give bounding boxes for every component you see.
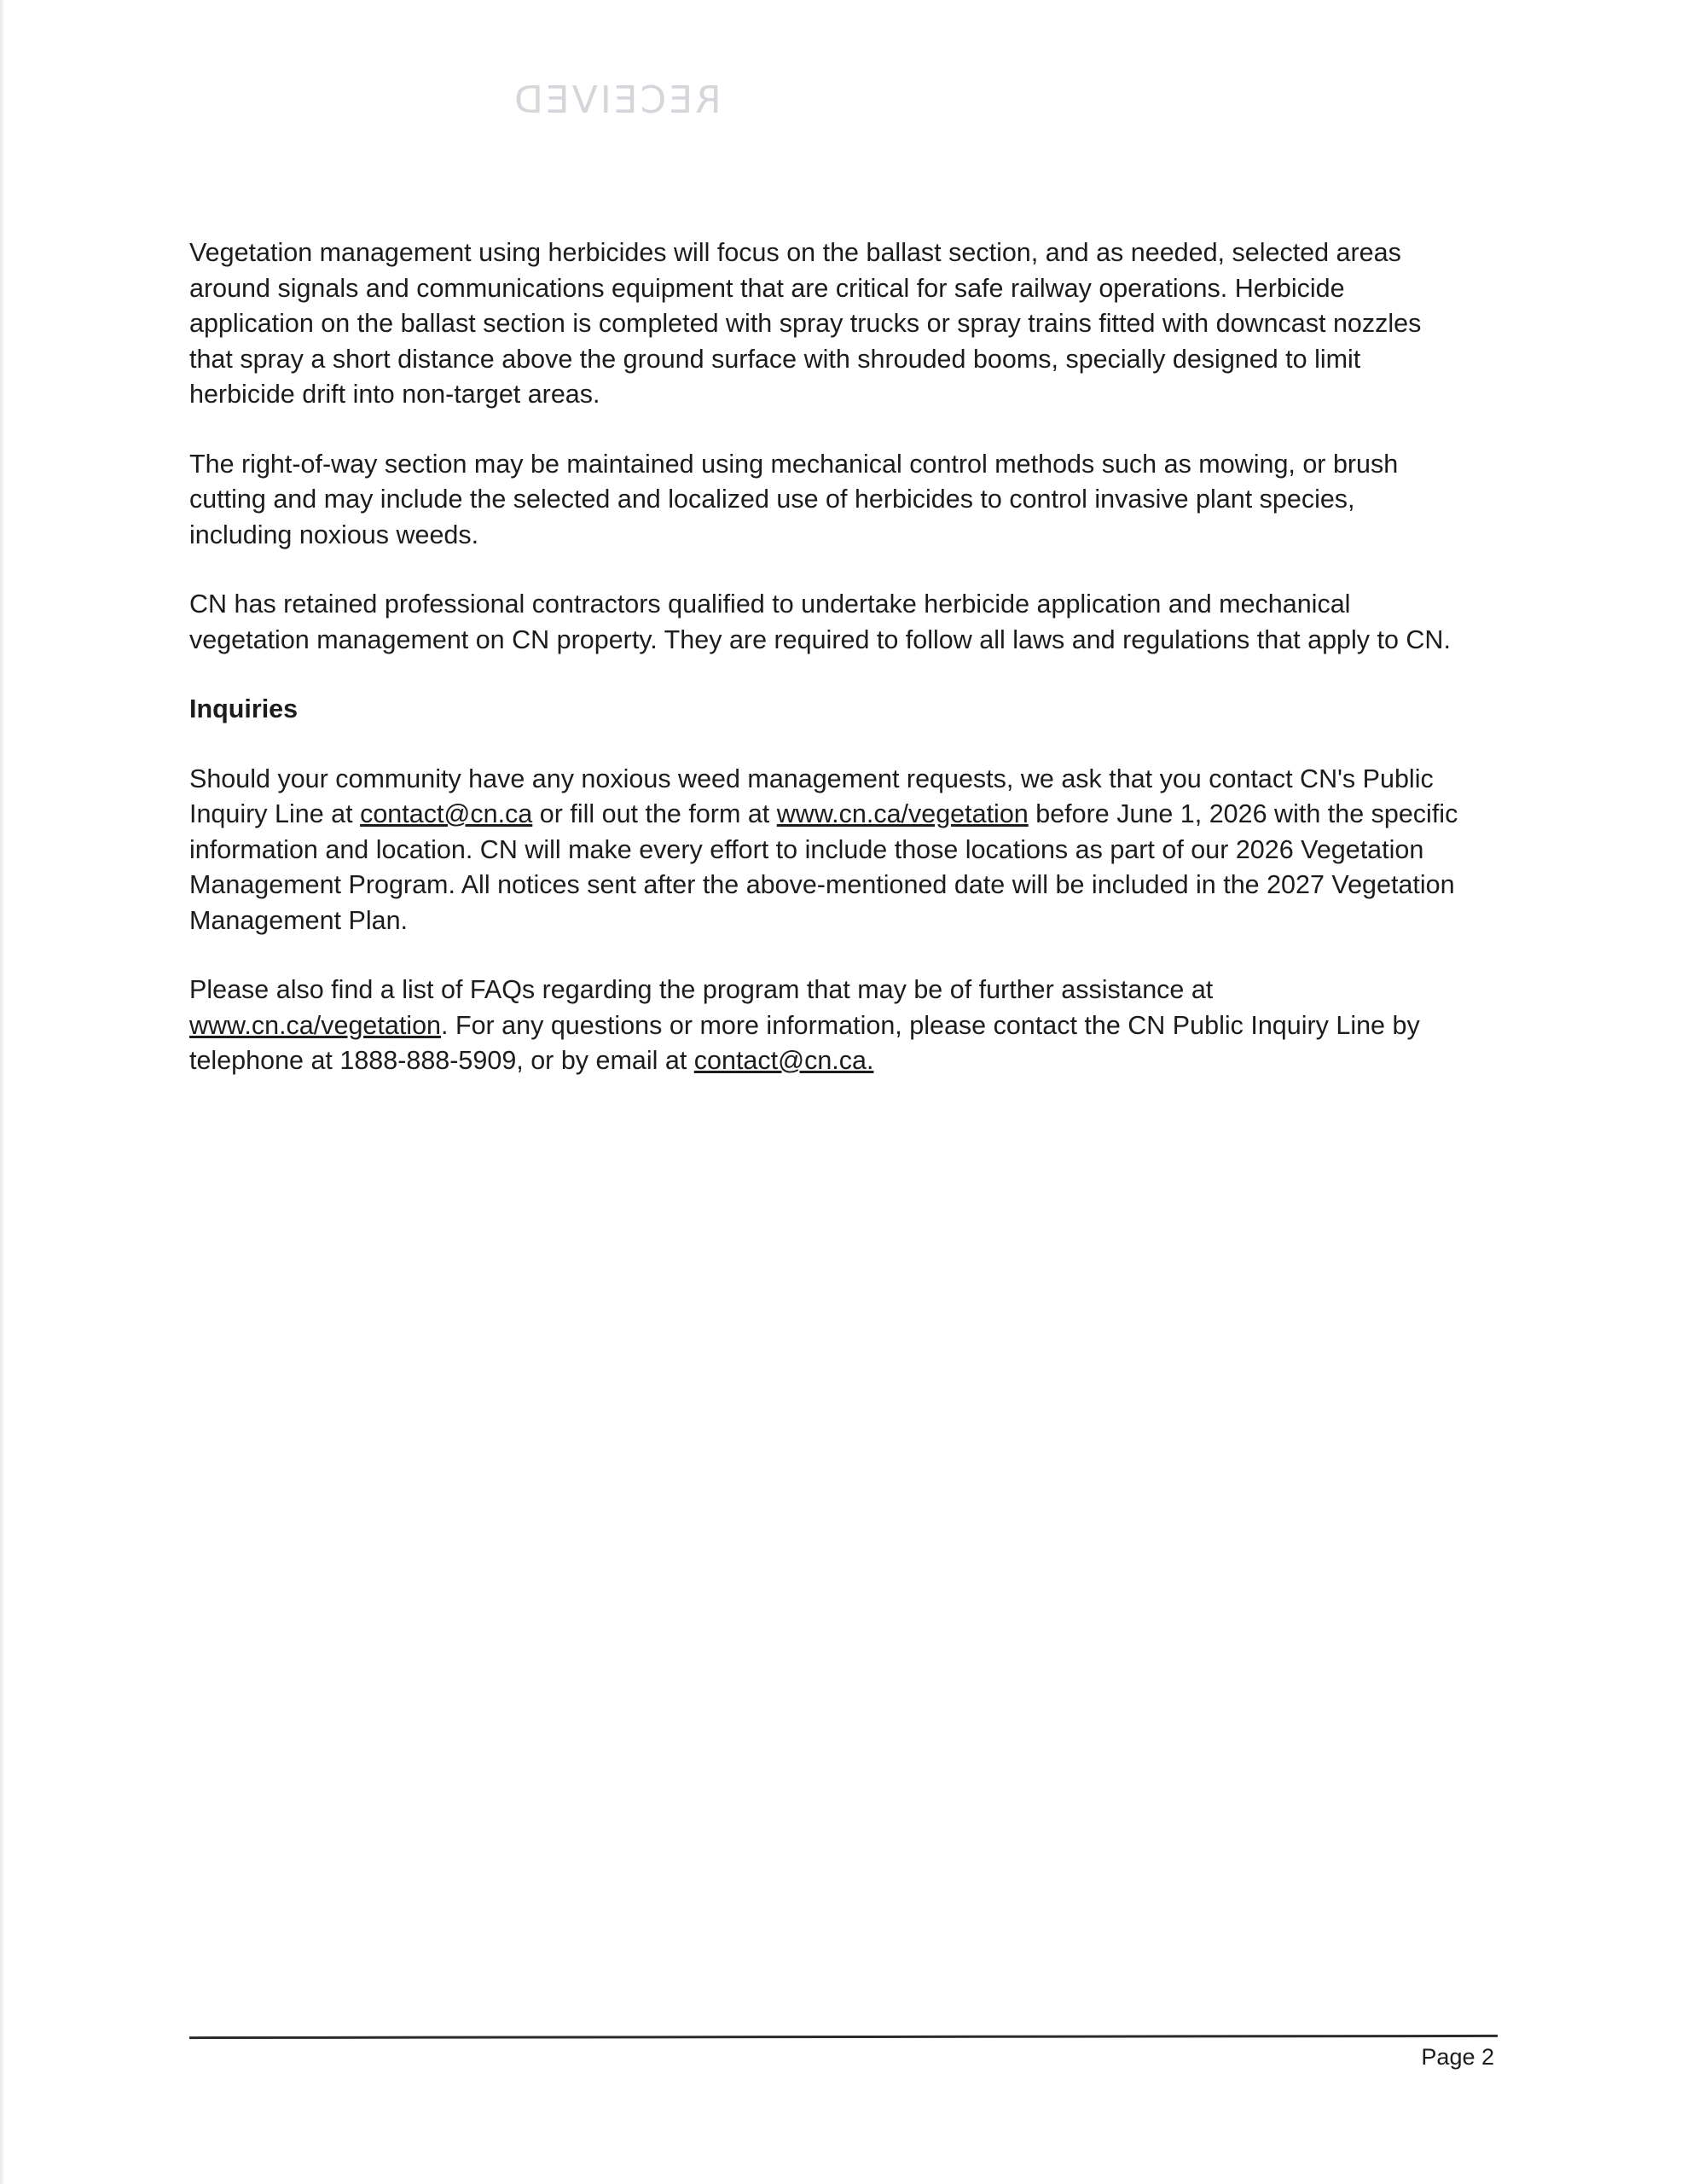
- faq-web-link[interactable]: www.cn.ca/vegetation: [189, 1010, 441, 1040]
- paragraph-faq: [189, 973, 1460, 1079]
- scan-edge: [0, 0, 5, 2184]
- received-stamp: RECEIVED: [512, 78, 722, 122]
- letter-body: [189, 235, 1460, 1113]
- paragraph-right-of-way: The right-of-way section may be maintained using mechanical control methods such as mowing, or brush cutting and may include the selected and localized use of herbicides to control invasive plant species, including noxious weeds.: [189, 449, 1399, 549]
- footer-divider: [189, 2035, 1498, 2039]
- page-number: Page 2: [1421, 2044, 1494, 2070]
- inquiry-text-3: before June 1, 2026 with the specific information and location. CN will make every effort to include those locations as part of our 2026 Vegetation Management Program. All notices sent after the above-mentioned date will be included in the 2027 Vegetation Management Plan.: [189, 799, 1458, 935]
- inquiry-text-1: Should your community have any noxious weed management requests, we ask that you contact CN's Public Inquiry Line at: [189, 764, 1434, 828]
- faq-text-1: Please also find a list of FAQs regarding the program that may be of further assistance at: [189, 975, 1214, 1004]
- faq-text-2: . For any questions or more information, please contact the CN Public Inquiry Line by telephone at 1888-888-5909, or by email at: [189, 1010, 1420, 1075]
- paragraph-herbicide-ballast: Vegetation management using herbicides will focus on the ballast section, and as needed, selected areas around signals and communications equipment that are critical for safe railway operations. Herbicide application on the ballast section is completed with spray trucks or spray trains fitted with downcast nozzles that spray a short distance above the ground surface with shrouded booms, specially designed to limit herbicide drift into non-target areas.: [189, 238, 1422, 409]
- paragraph-contractors: CN has retained professional contractors qualified to undertake herbicide application and mechanical vegetation management on CN property. They are required to follow all laws and regulations that apply to CN.: [189, 590, 1451, 654]
- received-stamp-date: [536, 155, 689, 181]
- inquiry-text-2: or fill out the form at: [532, 799, 777, 828]
- contact-email-link[interactable]: contact@cn.ca.: [693, 1046, 874, 1075]
- paragraph-inquiry-requests: [189, 762, 1460, 939]
- email-link[interactable]: contact@cn.ca: [360, 799, 533, 828]
- inquiries-heading: Inquiries: [189, 694, 299, 723]
- vegetation-web-link[interactable]: www.cn.ca/vegetation: [776, 799, 1029, 828]
